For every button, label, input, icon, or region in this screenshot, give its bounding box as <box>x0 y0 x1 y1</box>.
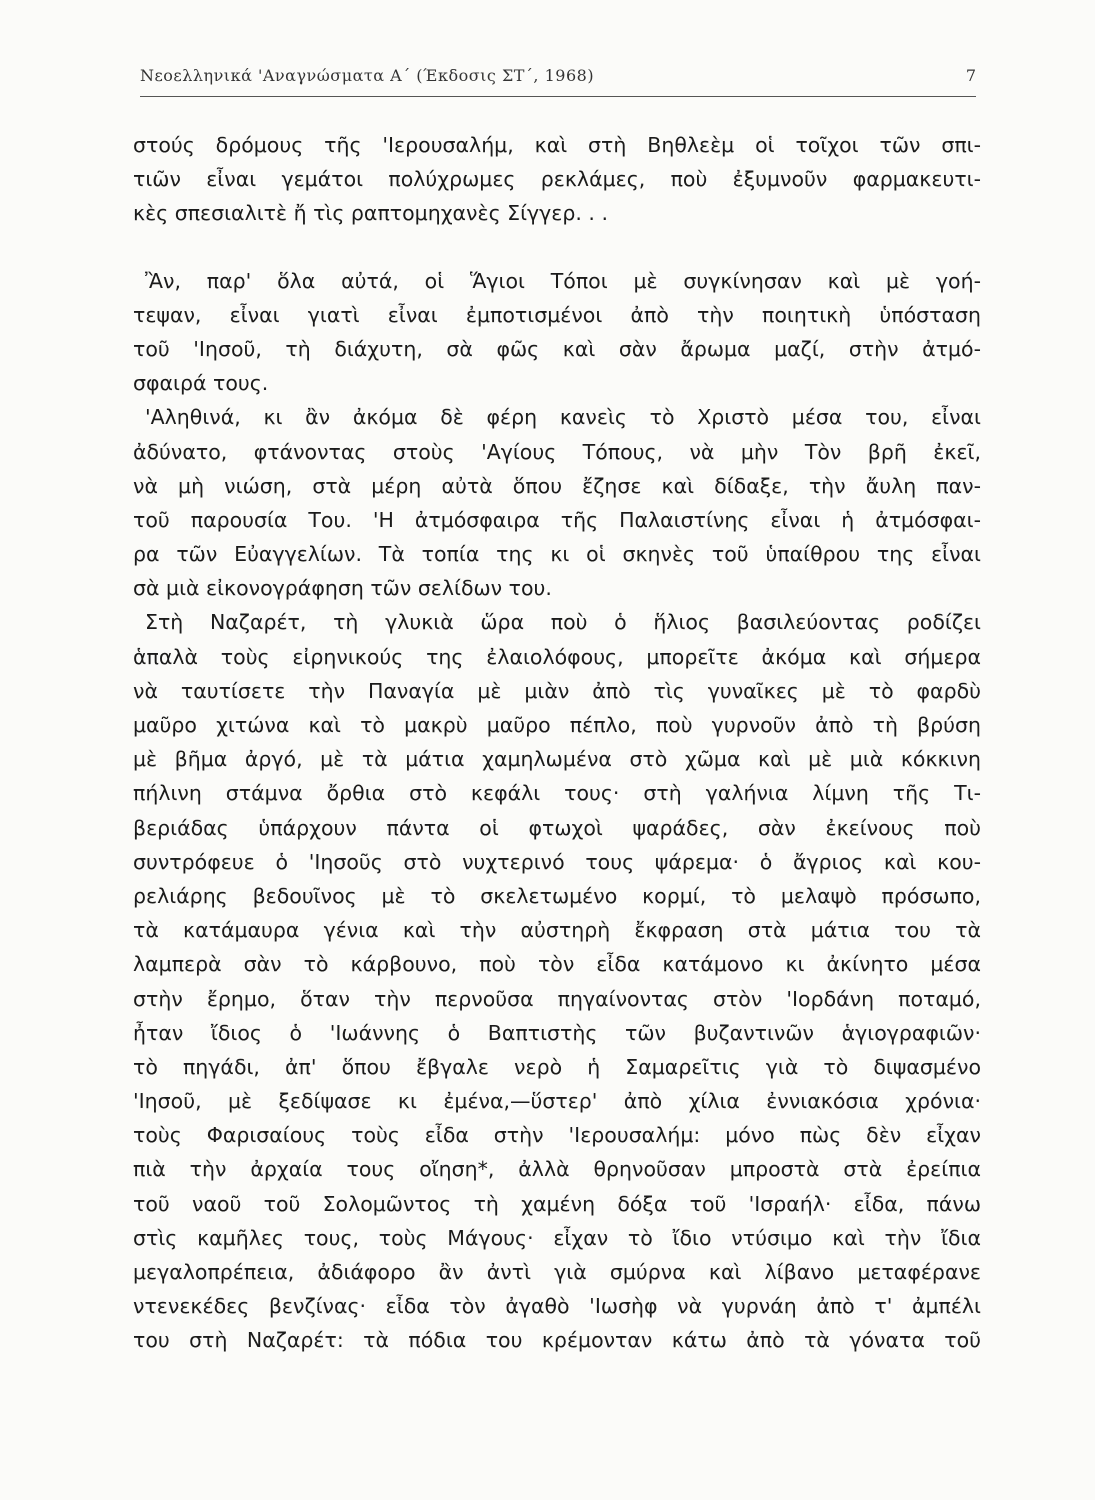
text-line: Στὴ Ναζαρέτ, τὴ γλυκιὰ ὥρα ποὺ ὁ ἥλιος βασιλεύοντας ροδίζει <box>145 610 981 635</box>
text-line: ντενεκέδες βενζίνας· εἶδα τὸν ἀγαθὸ 'Ιωσὴφ νὰ γυρνάη ἀπὸ τ' ἀμπέλι <box>133 1294 981 1319</box>
text-line: πήλινη στάμνα ὄρθια στὸ κεφάλι τους· στὴ γαλήνια λίμνη τῆς Τι- <box>133 781 981 806</box>
text-line: στὶς καμῆλες τους, τοὺς Μάγους· εἶχαν τὸ ἴδιο ντύσιμο καὶ τὴν ἴδια <box>133 1225 981 1250</box>
text-line: σὰ μιὰ εἰκονογράφηση τῶν σελίδων του. <box>133 576 552 601</box>
header-title: Νεοελληνικά 'Αναγνώσματα Α΄ (Έκδοσις ΣΤ΄, 1968) <box>140 66 595 85</box>
text-line: συντρόφευε ὁ 'Ιησοῦς στὸ νυχτερινό τους ψάρεμα· ὁ ἄγριος καὶ κου- <box>133 849 981 874</box>
text-line: νὰ μὴ νιώση, στὰ μέρη αὐτὰ ὅπου ἔζησε καὶ δίδαξε, τὴν ἄυλη παν- <box>133 473 981 498</box>
text-line: λαμπερὰ σὰν τὸ κάρβουνο, ποὺ τὸν εἶδα κατάμονο κι ἀκίνητο μέσα <box>133 952 981 977</box>
text-line: Ἂν, παρ' ὅλα αὐτά, οἱ Ἅγιοι Τόποι μὲ συγκίνησαν καὶ μὲ γοή- <box>145 268 981 293</box>
text-line: του στὴ Ναζαρέτ: τὰ πόδια του κρέμονταν κάτω ἀπὸ τὰ γόνατα τοῦ <box>133 1328 981 1353</box>
body-text <box>133 128 981 1358</box>
text-line: 'Αληθινά, κι ἂν ἀκόμα δὲ φέρη κανεὶς τὸ Χριστὸ μέσα του, εἶναι <box>145 405 981 430</box>
text-line: τιῶν εἶναι γεμάτοι πολύχρωμες ρεκλάμες, ποὺ ἐξυμνοῦν φαρμακευτι- <box>133 167 981 192</box>
paragraph-gap <box>133 231 981 264</box>
text-line: μαῦρο χιτώνα καὶ τὸ μακρὺ μαῦρο πέπλο, ποὺ γυρνοῦν ἀπὸ τὴ βρύση <box>133 713 981 737</box>
text-line: τοὺς Φαρισαίους τοὺς εἶδα στὴν 'Ιερουσαλήμ: μόνο πὼς δὲν εἶχαν <box>133 1123 981 1148</box>
text-line: μὲ βῆμα ἀργό, μὲ τὰ μάτια χαμηλωμένα στὸ χῶμα καὶ μὲ μιὰ κόκκινη <box>133 747 981 772</box>
text-line: νὰ ταυτίσετε τὴν Παναγία μὲ μιὰν ἀπὸ τὶς γυναῖκες μὲ τὸ φαρδὺ <box>133 678 981 703</box>
text-line: τὸ πηγάδι, ἀπ' ὅπου ἔβγαλε νερὸ ἡ Σαμαρεῖτις γιὰ τὸ διψασμένο <box>133 1054 981 1079</box>
text-line: μεγαλοπρέπεια, ἀδιάφορο ἂν ἀντὶ γιὰ σμύρνα καὶ λίβανο μεταφέρανε <box>133 1260 981 1284</box>
text-line: πιὰ τὴν ἀρχαία τους οἴηση*, ἀλλὰ θρηνοῦσαν μπροστὰ στὰ ἐρείπια <box>133 1157 981 1182</box>
text-line: στούς δρόμους τῆς 'Ιερουσαλήμ, καὶ στὴ Βηθλεὲμ οἱ τοῖχοι τῶν σπι- <box>133 133 981 157</box>
text-line: τοῦ ναοῦ τοῦ Σολομῶντος τὴ χαμένη δόξα τοῦ 'Ισραήλ· εἶδα, πάνω <box>133 1191 981 1216</box>
text-line: ἀδύνατο, φτάνοντας στοὺς 'Αγίους Τόπους, νὰ μὴν Τὸν βρῆ ἐκεῖ, <box>133 439 981 464</box>
text-line: ρελιάρης βεδουῖνος μὲ τὸ σκελετωμένο κορμί, τὸ μελαψὸ πρόσωπο, <box>133 883 981 908</box>
text-line: ἦταν ἴδιος ὁ 'Ιωάννης ὁ Βαπτιστὴς τῶν βυζαντινῶν ἁγιογραφιῶν· <box>133 1020 981 1045</box>
text-line: τοῦ 'Ιησοῦ, τὴ διάχυτη, σὰ φῶς καὶ σὰν ἄρωμα μαζί, στὴν ἀτμό- <box>133 336 981 361</box>
page-number: 7 <box>965 66 976 85</box>
text-line: βεριάδας ὑπάρχουν πάντα οἱ φτωχοὶ ψαράδες, σὰν ἐκείνους ποὺ <box>133 815 981 840</box>
text-line: τοῦ παρουσία Του. 'Η ἀτμόσφαιρα τῆς Παλαιστίνης εἶναι ἡ ἀτμόσφαι- <box>133 507 981 532</box>
text-line: κὲς σπεσιαλιτὲ ἤ τὶς ραπτομηχανὲς Σίγγερ. . . <box>133 201 608 226</box>
text-line: ρα τῶν Εὐαγγελίων. Τὰ τοπία της κι οἱ σκηνὲς τοῦ ὑπαίθρου της εἶναι <box>133 542 981 567</box>
text-line: στὴν ἔρημο, ὅταν τὴν περνοῦσα πηγαίνοντας στὸν 'Ιορδάνη ποταμό, <box>133 986 981 1011</box>
text-line: τεψαν, εἶναι γιατὶ εἶναι ἐμποτισμένοι ἀπὸ τὴν ποιητικὴ ὑπόσταση <box>133 302 981 327</box>
text-line: ἁπαλὰ τοὺς εἰρηνικούς της ἐλαιολόφους, μπορεῖτε ἀκόμα καὶ σήμερα <box>133 644 981 669</box>
text-line: τὰ κατάμαυρα γένια καὶ τὴν αὐστηρὴ ἔκφραση στὰ μάτια του τὰ <box>133 918 981 943</box>
running-header <box>140 66 976 97</box>
text-line: 'Ιησοῦ, μὲ ξεδίψασε κι ἐμένα,—ὕστερ' ἀπὸ χίλια ἐννιακόσια χρόνια· <box>133 1089 981 1114</box>
text-line: σφαιρά τους. <box>133 371 269 396</box>
